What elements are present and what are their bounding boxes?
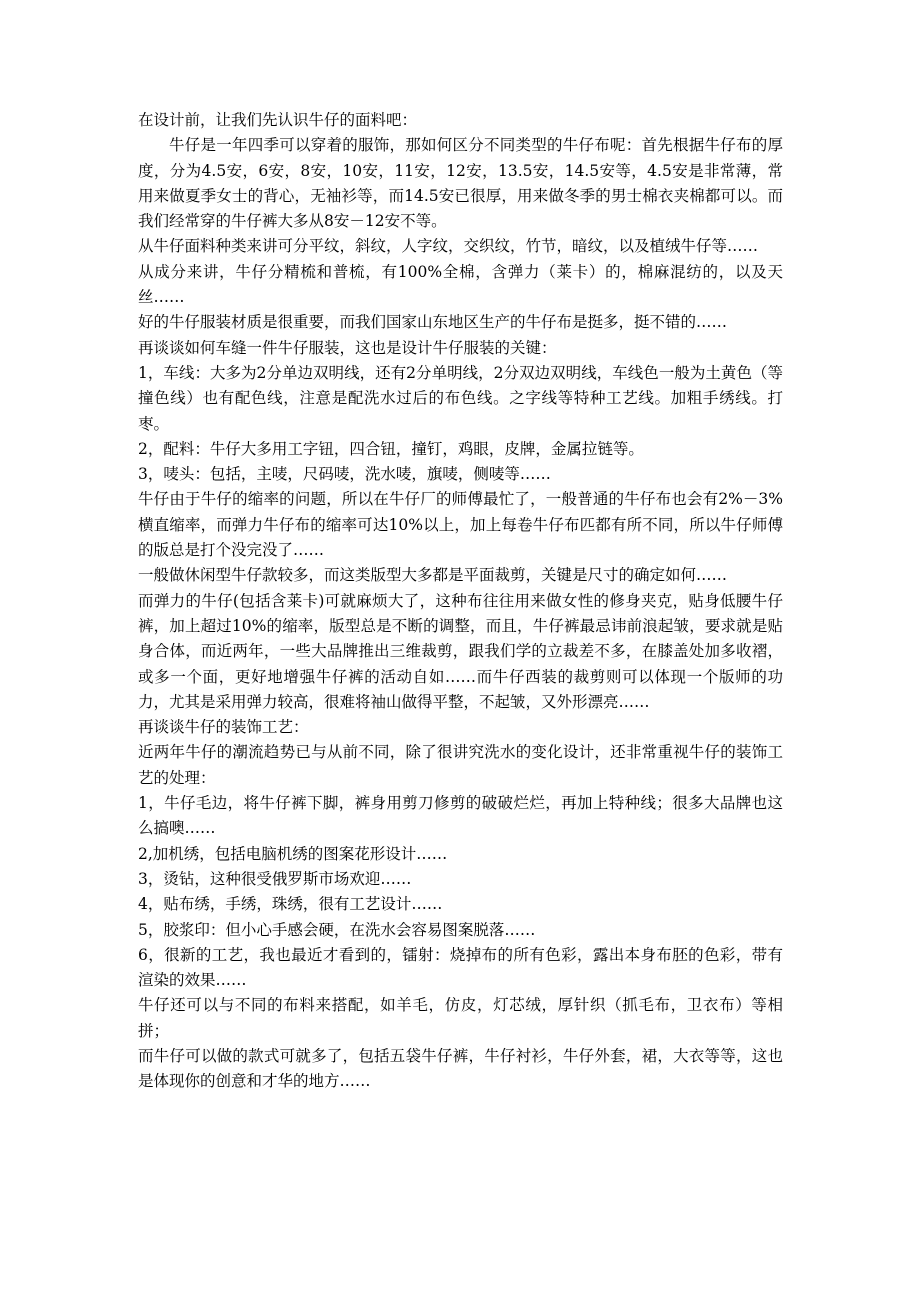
list-item-hot-fix-rhinestone: 3，烫钻，这种很受俄罗斯市场欢迎……: [138, 869, 412, 888]
list-item-laser: 6，很新的工艺，我也最近才看到的，镭射：烧掉布的所有色彩，露出本身布胚的色彩，带有渲染的效果……: [138, 945, 783, 990]
list-item-machine-embroidery: 2,加机绣，包括电脑机绣的图案花形设计……: [138, 844, 448, 863]
paragraph-fabric-combination: 牛仔还可以与不同的布料来搭配，如羊毛，仿皮，灯芯绒，厚针织（抓毛布，卫衣布）等相拼；: [138, 996, 783, 1040]
paragraph-casual-pattern: 一般做休闲型牛仔款较多，而这类版型大多都是平面裁剪，关键是尺寸的确定如何……: [138, 566, 728, 585]
list-item-stitching: 1，车线：大多为2分单边双明线，还有2分单明线，2分双边双明线，车线色一般为土黄色（等撞色线）也有配色线，注意是配洗水过后的布色线。之字线等特种工艺线。加粗手绣线。打枣。: [138, 363, 783, 433]
paragraph-stretch-denim: 而弹力的牛仔(包括含莱卡)可就麻烦大了，这种布往往用来做女性的修身夹克，贴身低腰牛仔裤，加上超过10%的缩率，版型总是不断的调整，而且，牛仔裤最忌讳前浪起皱，要求就是贴身合体，而近两年，一些大品牌推出三维裁剪，跟我们学的立裁差不多，在膝盖处加多收褶，或多一个面，更好地增强牛仔裤的活动自如……而牛仔西装的裁剪则可以体现一个版师的功力，尤其是采用弹力较高，很难将袖山做得平整，不起皱，又外形漂亮……: [138, 591, 783, 711]
list-item-frayed-edge: 1，牛仔毛边，将牛仔裤下脚，裤身用剪刀修剪的破破烂烂，再加上特种线；很多大品牌也这么搞噢……: [138, 794, 783, 838]
paragraph-sewing-heading: 再谈谈如何车缝一件牛仔服装，这也是设计牛仔服装的关键：: [138, 338, 557, 357]
list-item-trims: 2，配料：牛仔大多用工字钮，四合钮，撞钉，鸡眼，皮牌，金属拉链等。: [138, 439, 644, 458]
document-body: [138, 108, 783, 1095]
paragraph-fabric-weave: 从牛仔面料种类来讲可分平纹，斜纹，人字纹，交织纹，竹节，暗纹，以及植绒牛仔等……: [138, 237, 759, 256]
paragraph-decoration-heading: 再谈谈牛仔的装饰工艺：: [138, 718, 309, 737]
list-item-applique: 4，贴布绣，手绣，珠绣，很有工艺设计……: [138, 895, 443, 914]
list-item-labels: 3，唛头：包括，主唛，尺码唛，洗水唛，旗唛，侧唛等……: [138, 465, 551, 484]
paragraph-fabric-thickness: 牛仔是一年四季可以穿着的服饰，那如何区分不同类型的牛仔布呢：首先根据牛仔布的厚度，分为4.5安，6安，8安，10安，11安，12安，13.5安，14.5安等，4.5安是非常薄，常用来做夏季女士的背心，无袖衫等，而14.5安已很厚，用来做冬季的男士棉衣夹棉都可以。而我们经常穿的牛仔裤大多从8安－12安不等。: [138, 136, 783, 231]
paragraph-styles: 而牛仔可以做的款式可就多了，包括五袋牛仔裤，牛仔衬衫，牛仔外套，裙，大衣等等，这也是体现你的创意和才华的地方……: [138, 1046, 783, 1091]
intro-heading: 在设计前，让我们先认识牛仔的面料吧：: [138, 111, 418, 129]
paragraph-fabric-origin: 好的牛仔服装材质是很重要，而我们国家山东地区生产的牛仔布是挺多，挺不错的……: [138, 313, 728, 332]
paragraph-shrinkage: 牛仔由于牛仔的缩率的问题，所以在牛仔厂的师傅最忙了，一般普通的牛仔布也会有2%－3%横直缩率，而弹力牛仔布的缩率可达10%以上，加上每卷牛仔布匹都有所不同，所以牛仔师傅的版总是打个没完没了……: [138, 490, 783, 560]
paragraph-trend: 近两年牛仔的潮流趋势已与从前不同，除了很讲究洗水的变化设计，还非常重视牛仔的装饰工艺的处理：: [138, 743, 783, 787]
list-item-rubber-print: 5，胶浆印：但小心手感会硬，在洗水会容易图案脱落……: [138, 920, 536, 939]
paragraph-fabric-composition: 从成分来讲，牛仔分精梳和普梳，有100%全棉，含弹力（莱卡）的，棉麻混纺的，以及天丝……: [138, 262, 783, 307]
